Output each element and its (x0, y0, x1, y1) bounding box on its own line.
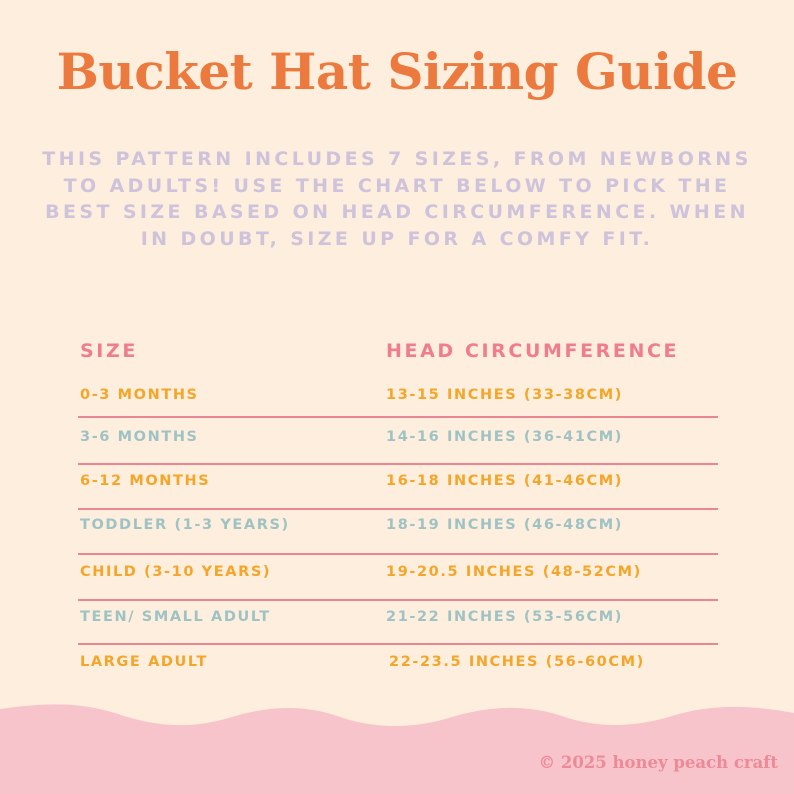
size-cell: 6-12 MONTHS (80, 473, 211, 489)
row-divider (78, 416, 718, 418)
intro-text: THIS PATTERN INCLUDES 7 SIZES, FROM NEWBORNS TO ADULTS! USE THE CHART BELOW TO PICK THE BEST SIZE BASED ON HEAD CIRCUMFERENCE. WHEN IN DOUBT, SIZE UP FOR A COMFY FIT. (42, 148, 752, 250)
bottom-wave (0, 700, 794, 794)
head-circumference-cell: 18-19 INCHES (46-48CM) (386, 517, 624, 533)
size-cell: CHILD (3-10 YEARS) (80, 564, 272, 580)
header-size: SIZE (80, 340, 138, 362)
row-divider (78, 553, 718, 555)
size-cell: TEEN/ SMALL ADULT (80, 609, 271, 625)
size-cell: TODDLER (1-3 YEARS) (80, 517, 290, 533)
size-cell: LARGE ADULT (80, 654, 208, 670)
head-circumference-cell: 14-16 INCHES (36-41CM) (386, 429, 624, 445)
head-circumference-cell: 21-22 INCHES (53-56CM) (386, 609, 624, 625)
head-circumference-cell: 13-15 INCHES (33-38CM) (386, 387, 624, 403)
row-divider (78, 508, 718, 510)
row-divider (78, 643, 718, 645)
size-cell: 0-3 MONTHS (80, 387, 199, 403)
row-divider (78, 599, 718, 601)
header-head-circumference: HEAD CIRCUMFERENCE (386, 340, 680, 362)
copyright-text: © 2025 honey peach craft (538, 753, 778, 772)
head-circumference-cell: 22-23.5 INCHES (56-60CM) (389, 654, 645, 670)
page-title: Bucket Hat Sizing Guide (56, 42, 738, 101)
head-circumference-cell: 16-18 INCHES (41-46CM) (386, 473, 624, 489)
size-cell: 3-6 MONTHS (80, 429, 199, 445)
head-circumference-cell: 19-20.5 INCHES (48-52CM) (386, 564, 642, 580)
row-divider (78, 463, 718, 465)
